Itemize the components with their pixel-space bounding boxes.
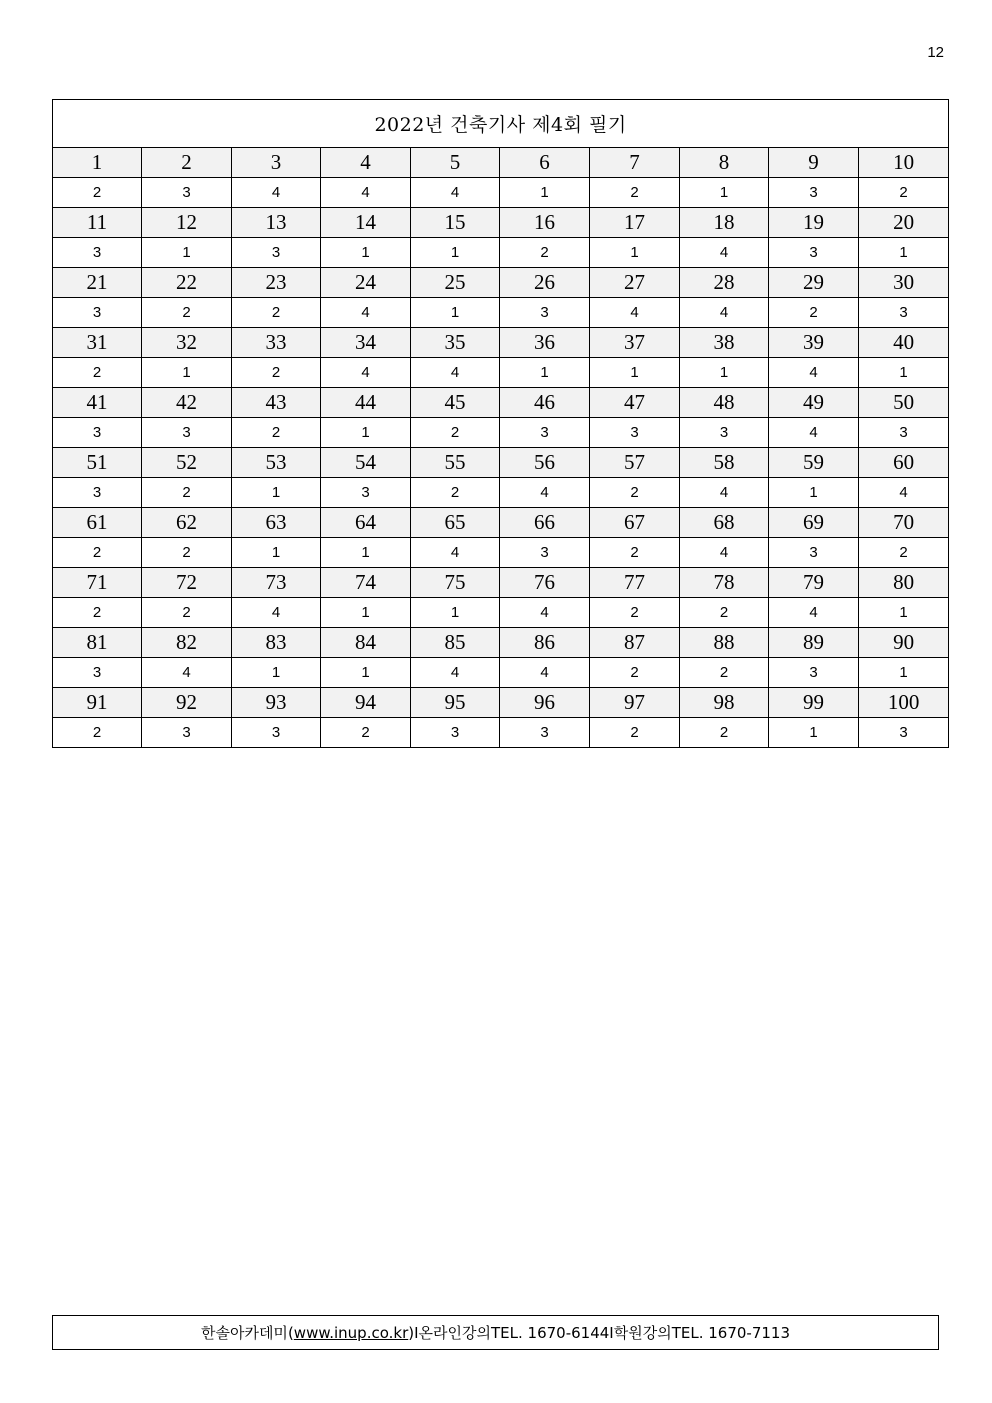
question-number-cell: 86 [500,628,590,658]
answer-cell: 3 [500,538,590,568]
question-number-cell: 37 [590,328,680,358]
answer-cell: 3 [142,178,232,208]
footer-separator: I [414,1323,419,1342]
question-number-row [53,268,949,298]
answer-cell: 3 [321,478,411,508]
answer-cell: 4 [500,658,590,688]
answer-key-table [52,99,949,748]
answer-cell: 4 [680,298,769,328]
question-number-row [53,388,949,418]
answer-cell: 3 [232,718,321,748]
question-number-cell: 11 [53,208,142,238]
answer-cell: 2 [859,178,949,208]
answer-cell: 3 [859,418,949,448]
table-title: 2022년 건축기사 제4회 필기 [53,100,949,148]
answer-cell: 4 [590,298,680,328]
question-number-row [53,508,949,538]
question-number-cell: 19 [769,208,859,238]
question-number-cell: 55 [411,448,500,478]
question-number-cell: 35 [411,328,500,358]
question-number-cell: 56 [500,448,590,478]
answer-cell: 3 [590,418,680,448]
answer-cell: 4 [500,478,590,508]
question-number-cell: 17 [590,208,680,238]
question-number-cell: 94 [321,688,411,718]
question-number-cell: 1 [53,148,142,178]
answer-cell: 4 [859,478,949,508]
question-number-row [53,148,949,178]
question-number-cell: 49 [769,388,859,418]
question-number-cell: 29 [769,268,859,298]
question-number-cell: 75 [411,568,500,598]
answer-cell: 3 [53,418,142,448]
question-number-cell: 45 [411,388,500,418]
answer-cell: 4 [680,538,769,568]
question-number-row [53,328,949,358]
question-number-cell: 26 [500,268,590,298]
footer-link-open: ( [287,1323,294,1342]
answer-cell: 3 [500,298,590,328]
answer-cell: 1 [411,238,500,268]
question-number-cell: 53 [232,448,321,478]
answer-cell: 3 [53,658,142,688]
question-number-cell: 67 [590,508,680,538]
question-number-cell: 43 [232,388,321,418]
answer-cell: 4 [142,658,232,688]
question-number-cell: 38 [680,328,769,358]
question-number-cell: 96 [500,688,590,718]
answer-cell: 1 [500,178,590,208]
answer-cell: 2 [142,598,232,628]
answer-cell: 1 [859,238,949,268]
answer-cell: 1 [411,598,500,628]
question-number-cell: 92 [142,688,232,718]
question-number-cell: 71 [53,568,142,598]
answer-cell: 2 [53,718,142,748]
answer-row [53,358,949,388]
question-number-cell: 74 [321,568,411,598]
answer-cell: 2 [680,658,769,688]
answer-cell: 4 [680,238,769,268]
question-number-cell: 89 [769,628,859,658]
question-number-cell: 41 [53,388,142,418]
answer-cell: 1 [142,238,232,268]
answer-cell: 2 [411,418,500,448]
answer-cell: 1 [411,298,500,328]
answer-cell: 3 [232,238,321,268]
footer-link-close: ) [408,1323,415,1342]
question-number-row [53,628,949,658]
answer-cell: 2 [590,658,680,688]
question-number-cell: 98 [680,688,769,718]
answer-cell: 1 [321,418,411,448]
footer-online-tel: TEL. 1670-6144 [491,1323,610,1342]
answer-cell: 1 [500,358,590,388]
question-number-cell: 50 [859,388,949,418]
answer-cell: 3 [769,238,859,268]
question-number-cell: 24 [321,268,411,298]
question-number-cell: 40 [859,328,949,358]
answer-cell: 2 [142,298,232,328]
answer-cell: 4 [411,178,500,208]
question-number-cell: 82 [142,628,232,658]
footer-academy-name: 한솔아카데미 [200,1324,288,1342]
answer-cell: 1 [680,178,769,208]
question-number-cell: 97 [590,688,680,718]
question-number-cell: 46 [500,388,590,418]
question-number-cell: 15 [411,208,500,238]
answer-cell: 4 [321,358,411,388]
question-number-cell: 6 [500,148,590,178]
answer-cell: 2 [53,598,142,628]
answer-cell: 3 [769,538,859,568]
answer-cell: 2 [590,178,680,208]
answer-cell: 2 [142,478,232,508]
answer-cell: 3 [769,178,859,208]
question-number-cell: 44 [321,388,411,418]
question-number-cell: 63 [232,508,321,538]
question-number-cell: 70 [859,508,949,538]
answer-cell: 1 [232,538,321,568]
question-number-cell: 64 [321,508,411,538]
question-number-cell: 57 [590,448,680,478]
question-number-cell: 12 [142,208,232,238]
question-number-cell: 80 [859,568,949,598]
question-number-cell: 95 [411,688,500,718]
question-number-cell: 91 [53,688,142,718]
question-number-cell: 7 [590,148,680,178]
question-number-row [53,208,949,238]
question-number-cell: 73 [232,568,321,598]
question-number-cell: 90 [859,628,949,658]
answer-cell: 4 [680,478,769,508]
answer-cell: 4 [232,598,321,628]
question-number-cell: 79 [769,568,859,598]
answer-cell: 2 [53,358,142,388]
answer-cell: 4 [769,358,859,388]
question-number-cell: 13 [232,208,321,238]
answer-row [53,478,949,508]
answer-cell: 2 [232,358,321,388]
question-number-cell: 30 [859,268,949,298]
question-number-cell: 42 [142,388,232,418]
answer-cell: 4 [769,598,859,628]
question-number-cell: 47 [590,388,680,418]
question-number-cell: 66 [500,508,590,538]
answer-cell: 1 [321,238,411,268]
answer-cell: 2 [232,298,321,328]
answer-cell: 1 [232,658,321,688]
footer-separator: I [609,1323,614,1342]
answer-cell: 2 [859,538,949,568]
question-number-cell: 68 [680,508,769,538]
question-number-cell: 4 [321,148,411,178]
footer-website-link[interactable]: www.inup.co.kr [293,1323,409,1342]
page-number: 12 [927,44,944,61]
question-number-cell: 32 [142,328,232,358]
question-number-cell: 34 [321,328,411,358]
answer-cell: 2 [500,238,590,268]
footer-academy-tel: TEL. 1670-7113 [671,1323,790,1342]
answer-cell: 2 [53,538,142,568]
question-number-cell: 85 [411,628,500,658]
answer-cell: 3 [859,298,949,328]
answer-cell: 1 [680,358,769,388]
answer-cell: 1 [590,238,680,268]
answer-cell: 4 [411,538,500,568]
answer-cell: 3 [500,418,590,448]
question-number-cell: 100 [859,688,949,718]
question-number-cell: 99 [769,688,859,718]
answer-row [53,178,949,208]
answer-cell: 3 [142,418,232,448]
answer-cell: 2 [680,718,769,748]
question-number-cell: 54 [321,448,411,478]
answer-cell: 4 [500,598,590,628]
question-number-cell: 69 [769,508,859,538]
answer-cell: 3 [411,718,500,748]
question-number-cell: 14 [321,208,411,238]
answer-cell: 1 [321,598,411,628]
question-number-cell: 65 [411,508,500,538]
footer [52,1315,939,1350]
answer-cell: 1 [142,358,232,388]
answer-row [53,418,949,448]
question-number-cell: 84 [321,628,411,658]
answer-cell: 1 [769,478,859,508]
question-number-cell: 21 [53,268,142,298]
answer-cell: 4 [769,418,859,448]
question-number-cell: 2 [142,148,232,178]
question-number-row [53,568,949,598]
question-number-cell: 8 [680,148,769,178]
answer-cell: 3 [53,238,142,268]
answer-cell: 2 [53,178,142,208]
question-number-cell: 52 [142,448,232,478]
answer-row [53,298,949,328]
question-number-cell: 58 [680,448,769,478]
question-number-cell: 23 [232,268,321,298]
answer-cell: 4 [411,658,500,688]
answer-cell: 1 [232,478,321,508]
answer-cell: 1 [859,658,949,688]
answer-cell: 1 [859,358,949,388]
question-number-cell: 27 [590,268,680,298]
question-number-cell: 33 [232,328,321,358]
answer-cell: 4 [411,358,500,388]
question-number-cell: 9 [769,148,859,178]
question-number-cell: 87 [590,628,680,658]
answer-cell: 1 [859,598,949,628]
question-number-cell: 18 [680,208,769,238]
question-number-cell: 22 [142,268,232,298]
footer-online-label: 온라인강의 [418,1324,491,1342]
answer-cell: 2 [142,538,232,568]
question-number-cell: 36 [500,328,590,358]
question-number-cell: 51 [53,448,142,478]
question-number-cell: 76 [500,568,590,598]
question-number-cell: 93 [232,688,321,718]
question-number-cell: 62 [142,508,232,538]
answer-cell: 1 [321,658,411,688]
question-number-row [53,448,949,478]
question-number-cell: 60 [859,448,949,478]
answer-cell: 2 [411,478,500,508]
question-number-cell: 78 [680,568,769,598]
answer-cell: 2 [590,718,680,748]
answer-cell: 1 [769,718,859,748]
question-number-cell: 10 [859,148,949,178]
answer-row [53,598,949,628]
answer-cell: 4 [321,298,411,328]
answer-cell: 2 [769,298,859,328]
answer-cell: 2 [321,718,411,748]
answer-cell: 2 [232,418,321,448]
question-number-cell: 39 [769,328,859,358]
answer-cell: 4 [321,178,411,208]
question-number-cell: 81 [53,628,142,658]
answer-cell: 2 [590,478,680,508]
question-number-row [53,688,949,718]
question-number-cell: 31 [53,328,142,358]
question-number-cell: 61 [53,508,142,538]
question-number-cell: 3 [232,148,321,178]
answer-cell: 3 [769,658,859,688]
answer-cell: 1 [321,538,411,568]
answer-cell: 4 [232,178,321,208]
answer-cell: 3 [142,718,232,748]
question-number-cell: 59 [769,448,859,478]
question-number-cell: 88 [680,628,769,658]
answer-cell: 3 [500,718,590,748]
question-number-cell: 5 [411,148,500,178]
answer-cell: 3 [53,478,142,508]
answer-row [53,718,949,748]
question-number-cell: 16 [500,208,590,238]
question-number-cell: 72 [142,568,232,598]
answer-cell: 1 [590,358,680,388]
question-number-cell: 20 [859,208,949,238]
answer-cell: 2 [680,598,769,628]
question-number-cell: 48 [680,388,769,418]
answer-cell: 2 [590,598,680,628]
question-number-cell: 28 [680,268,769,298]
question-number-cell: 83 [232,628,321,658]
question-number-cell: 25 [411,268,500,298]
answer-row [53,658,949,688]
footer-academy-label: 학원강의 [613,1324,672,1342]
answer-cell: 3 [53,298,142,328]
answer-cell: 3 [859,718,949,748]
answer-row [53,538,949,568]
question-number-cell: 77 [590,568,680,598]
answer-row [53,238,949,268]
answer-cell: 2 [590,538,680,568]
answer-cell: 3 [680,418,769,448]
